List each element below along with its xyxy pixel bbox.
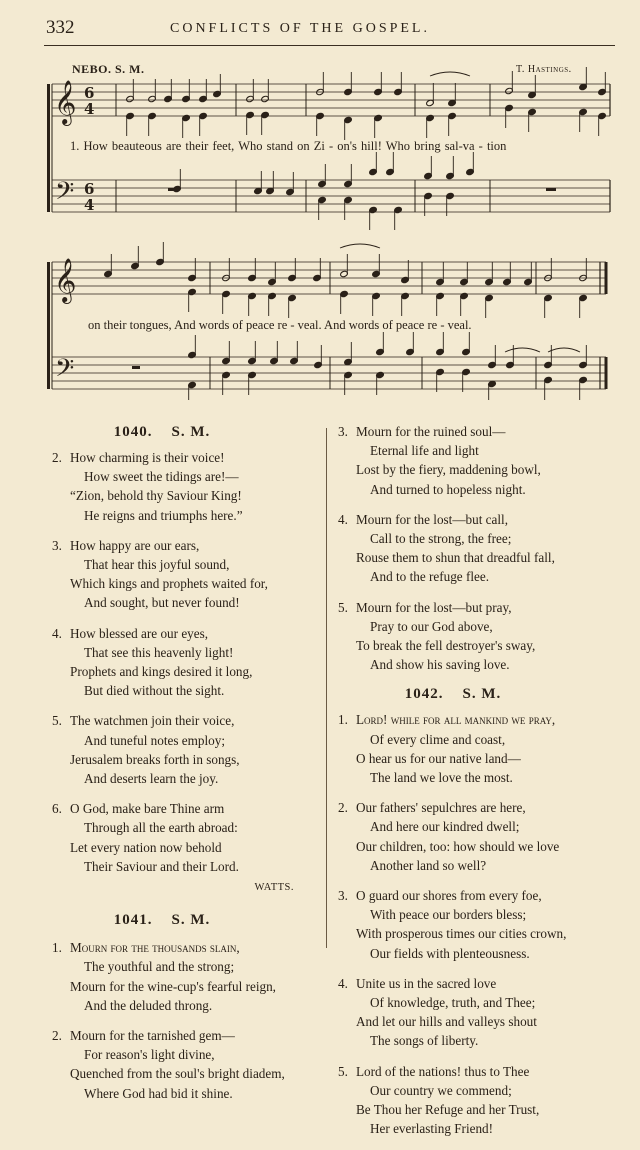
verse [338,1062,628,1139]
verse-line: Prophets and kings desired it long, [70,664,253,680]
verse-line: Mourn for the ruined soul— [356,424,506,439]
verse-line: Call to the strong, the free; [370,531,512,547]
verse-line: The songs of liberty. [370,1033,479,1049]
verse [338,598,628,675]
verse-line: And here our kindred dwell; [370,819,520,835]
verse-line: Our children, too: how should we love [356,838,560,854]
hymn-heading-1042 [338,685,568,704]
verse-line: And deserts learn the joy. [84,771,219,787]
slur [505,348,540,352]
verse-line: Mourn for the wine-cup's fearful reign, [70,978,276,994]
verse [52,624,324,701]
verse-line: Be Thou her Refuge and her Trust, [356,1102,540,1118]
verse-number: 1. [338,712,348,728]
music-score [0,0,640,400]
verse-line: For reason's light divine, [84,1047,215,1063]
verse-line: O guard our shores from every foe, [356,888,542,904]
verse [52,536,324,613]
verse-line: Mourn for the lost—but pray, [356,599,512,615]
verse-line: Our fields with plenteousness. [370,945,530,961]
verse-line: Pray to our God above, [370,618,493,634]
verse-line: Which kings and prophets waited for, [70,576,268,592]
verse-line: Their Saviour and their Lord. [84,858,239,874]
verse-number: 1. [52,940,62,956]
right-column [338,422,628,1150]
system-bracket [47,84,50,212]
time-signature: 4 [84,196,95,214]
verse-number: 5. [338,599,348,615]
verse-line: And to the refuge flee. [370,569,490,585]
verse-number: 5. [338,1063,348,1079]
tune-name: NEBO. S. M. [72,62,145,76]
verse-line: Let every nation now behold [70,839,222,855]
verse-line: That hear this joyful sound, [84,557,230,573]
hymn-number: 1040. [113,424,153,440]
page-number: 332 [46,17,75,38]
verse-number: 2. [52,1028,62,1044]
column-divider [326,428,327,948]
verse [338,798,628,875]
verse-line: Mourn for the tarnished gem— [70,1028,235,1044]
slur [548,348,580,352]
bass-clef: 𝄢 [55,177,75,212]
verse-line: How charming is their voice! [70,450,225,465]
verse-line: But died without the sight. [84,683,225,699]
verse-number: 2. [52,450,62,465]
verse-number: 3. [52,537,62,553]
verse-line: And sought, but never found! [84,595,240,611]
verse-line: The land we love the most. [370,770,513,786]
verse [52,938,324,1015]
rest-mark [168,188,178,191]
verse-line: “Zion, behold thy Saviour King! [70,488,242,504]
verse-line: That see this heavenly light! [84,644,234,660]
verse-line: How sweet the tidings are!— [84,469,239,485]
verse-line: And show his saving love. [370,657,510,673]
hymn-attribution: WATTS. [254,882,294,894]
verse-number: 3. [338,888,348,904]
verse-line: The youthful and the strong; [84,959,235,975]
verse-line: Another land so well? [370,857,487,873]
verse [338,710,628,787]
hymn-meter: S. M. [171,424,211,440]
verse-number: 3. [338,424,348,439]
verse-line: Her everlasting Friend! [370,1121,494,1137]
verse-number: 4. [338,511,348,527]
hymn-heading-1040 [52,423,272,442]
verse [338,886,628,963]
verse [52,799,324,876]
verse-line: The watchmen join their voice, [70,713,235,729]
verse-line: Where God had bid it shine. [84,1085,233,1101]
rest-mark [132,366,140,369]
verse [52,711,324,788]
running-title: CONFLICTS OF THE GOSPEL. [170,21,430,36]
verse-line: Mourn for the thousands slain, [70,940,240,956]
verse-number: 5. [52,713,62,729]
verse [52,1026,324,1103]
verse-line: With prosperous times our cities crown, [356,926,567,942]
verse-line: Unite us in the sacred love [356,975,497,991]
hymn-number: 1041. [113,912,153,929]
verse-line: Eternal life and light [370,443,479,459]
verse-line: Our fathers' sepulchres are here, [356,800,526,816]
verse-line: To break the fell destroyer's sway, [356,638,536,654]
verse-line: Through all the earth abroad: [84,820,238,836]
verse-line: And let our hills and valleys shout [356,1014,537,1030]
verse-line: Lost by the fiery, maddening bowl, [356,462,541,478]
verse-line: With peace our borders bless; [370,907,527,923]
left-column [52,424,324,1114]
verse-line: He reigns and triumphs here.” [84,507,243,523]
slur [340,244,380,248]
verse-line: Lord! while for all mankind we pray, [356,712,556,728]
verse [338,510,628,587]
verse [338,974,628,1051]
verse-line: Of knowledge, truth, and Thee; [370,995,536,1011]
verse-line: And the deluded throng. [84,997,213,1013]
verse-line: How happy are our ears, [70,537,200,553]
hymn-meter: S. M. [462,686,502,703]
verse-number: 4. [338,975,348,991]
time-signature: 4 [84,100,95,118]
time-signature: 6 [84,84,95,102]
rest-mark [546,188,556,191]
verse-line: Mourn for the lost—but call, [356,511,508,527]
verse-line: Our country we commend; [370,1082,512,1098]
verse-line: O God, make bare Thine arm [70,801,225,817]
verse-line: And tuneful notes employ; [84,732,226,748]
verse [338,422,628,499]
verse [52,448,324,525]
verse-line: How blessed are our eyes, [70,625,209,641]
lyrics-line-1: 1. How beauteous are their feet, Who stand on Zi - on's hill! Who bring sal-va - tion [70,139,507,153]
system-bracket [47,262,50,389]
verse-line: O hear us for our native land— [356,750,521,766]
verse-line: Rouse them to shun that dreadful fall, [356,550,555,566]
verse-number: 2. [338,800,348,816]
lyrics-line-2: on their tongues, And words of peace re - veal. And words of peace re - veal. [88,318,472,332]
hymn-heading-1041 [52,911,272,930]
treble-clef: 𝄞 [54,258,77,302]
verse-line: Quenched from the soul's bright diadem, [70,1066,285,1082]
time-signature: 6 [84,180,95,198]
verse-line: Jerusalem breaks forth in songs, [70,751,240,767]
verse-line: Of every clime and coast, [370,731,506,747]
verse-line: Lord of the nations! thus to Thee [356,1063,530,1079]
verse-line: And turned to hopeless night. [370,481,526,497]
treble-clef: 𝄞 [54,80,77,124]
bass-clef: 𝄢 [55,354,75,389]
hymn-number: 1042. [404,686,444,703]
hymn-meter: S. M. [171,912,211,929]
tune-composer: T. Hastings. [516,64,572,75]
verse-number: 4. [52,625,62,641]
verse-number: 6. [52,801,62,817]
slur [430,72,470,76]
